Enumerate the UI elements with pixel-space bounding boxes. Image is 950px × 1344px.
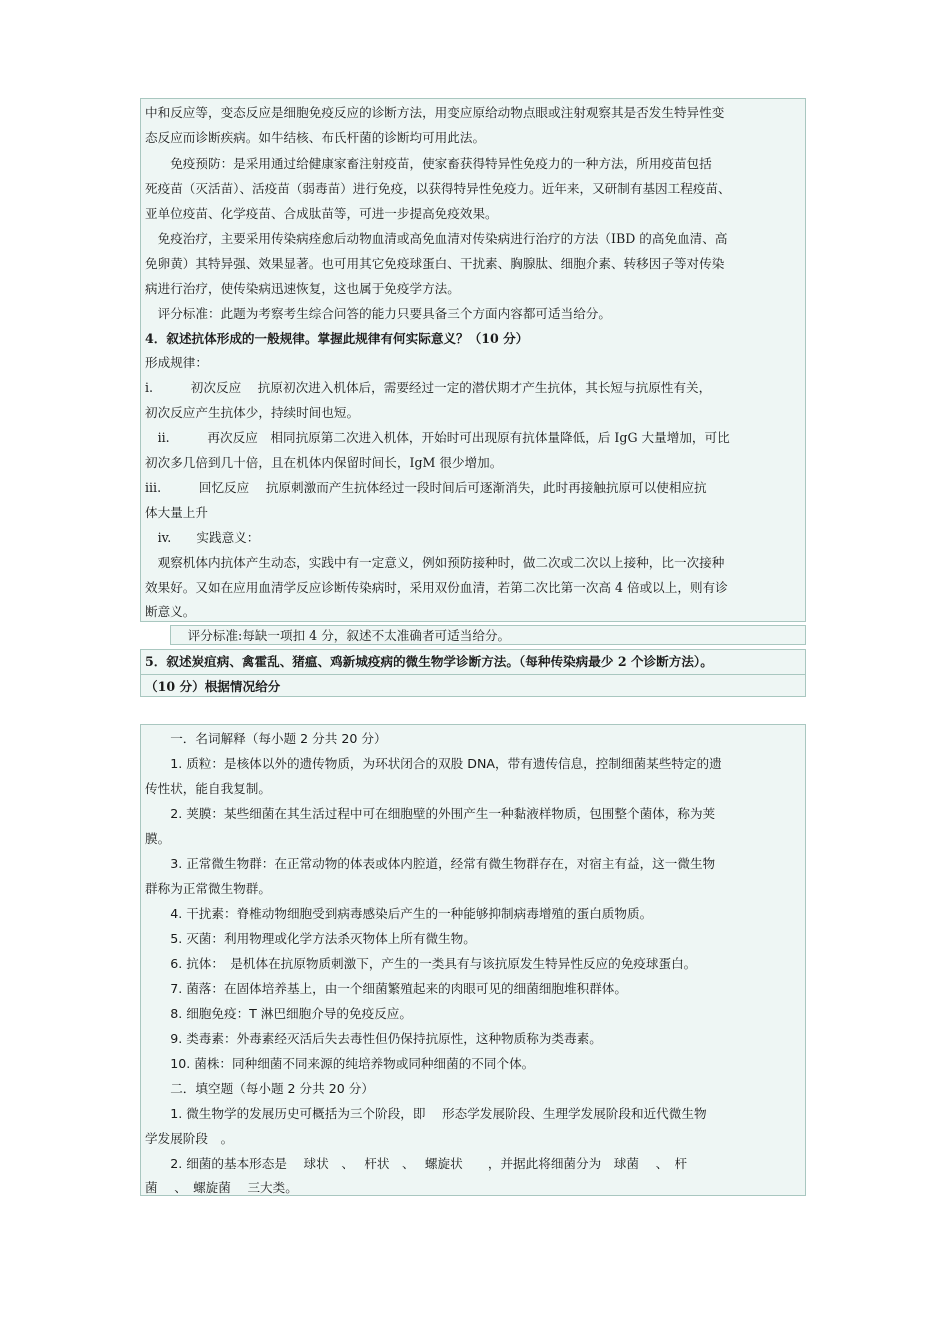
section-heading: 二．填空题（每小题 2 分共 20 分） <box>145 1081 374 1096</box>
text-line: ii. 再次反应 相同抗原第二次进入机体，开始时可出现原有抗体量降低，后 IgG 大量增加，可比 <box>145 430 730 445</box>
question-5-box <box>140 649 806 697</box>
text-line: iv. 实践意义： <box>145 530 260 545</box>
text-line: 观察机体内抗体产生动态，实践中有一定意义，例如预防接种时，做二次或二次以上接种，比一次接种 <box>145 555 725 570</box>
fill-blank-item: 2. 细菌的基本形态是 球状 、 杆状 、 螺旋状 ，并据此将细菌分为 球菌 、 杆 <box>145 1156 688 1171</box>
definition-item: 4. 干扰素：脊椎动物细胞受到病毒感染后产生的一种能够抑制病毒增殖的蛋白质物质。 <box>145 906 653 921</box>
definition-item: 2. 荚膜：某些细菌在其生活过程中可在细胞壁的外围产生一种黏液样物质，包围整个菌体，称为荚 <box>145 806 716 821</box>
text-line: 态反应而诊断疾病。如牛结核、布氏杆菌的诊断均可用此法。 <box>145 130 486 145</box>
definition-item: 6. 抗体： 是机体在抗原物质刺激下，产生的一类具有与该抗原发生特异性反应的免疫球蛋白。 <box>145 956 697 971</box>
text-line: 学发展阶段 。 <box>145 1131 234 1146</box>
text-line: 效果好。又如在应用血清学反应诊断传染病时，采用双份血清，若第二次比第一次高 4 倍或以上，则有诊 <box>145 580 728 595</box>
text-line: 免卵黄）其特异强、效果显著。也可用其它免疫球蛋白、干扰素、胸腺肽、细胞介素、转移因子等对传染 <box>145 256 725 271</box>
text-line: 群称为正常微生物群。 <box>145 881 271 896</box>
answer-block-microbiology <box>140 724 806 1196</box>
definition-item: 1. 质粒：是核体以外的遗传物质，为环状闭合的双股 DNA，带有遗传信息，控制细菌某些特定的遗 <box>145 756 722 771</box>
text-line: 菌 、 螺旋菌 三大类。 <box>145 1180 298 1195</box>
text-line: 膜。 <box>145 831 171 846</box>
scoring-note: 评分标准:每缺一项扣 4 分，叙述不太准确者可适当给分。 <box>175 628 511 643</box>
definition-item: 5. 灭菌：利用物理或化学方法杀灭物体上所有微生物。 <box>145 931 476 946</box>
text-line: 亚单位疫苗、化学疫苗、合成肽苗等，可进一步提高免疫效果。 <box>145 206 498 221</box>
text-line: 传性状，能自我复制。 <box>145 781 271 796</box>
fill-blank-item: 1. 微生物学的发展历史可概括为三个阶段，即 形态学发展阶段、生理学发展阶段和近代微生物 <box>145 1106 707 1121</box>
definition-item: 7. 菌落：在固体培养基上，由一个细菌繁殖起来的肉眼可见的细菌细胞堆积群体。 <box>145 981 627 996</box>
section-heading: 一．名词解释（每小题 2 分共 20 分） <box>145 731 387 746</box>
scoring-note: 评分标准：此题为考察考生综合问答的能力只要具备三个方面内容都可适当给分。 <box>145 306 611 321</box>
text-line: 断意义。 <box>145 604 196 619</box>
text-line: i. 初次反应 抗原初次进入机体后，需要经过一定的潜伏期才产生抗体，其长短与抗原性有关， <box>145 380 712 395</box>
text-line: 中和反应等，变态反应是细胞免疫反应的诊断方法，用变应原给动物点眼或注射观察其是否发生特异性变 <box>145 105 725 120</box>
text-line: 初次反应产生抗体少，持续时间也短。 <box>145 405 360 420</box>
text-line: 形成规律： <box>145 355 208 370</box>
definition-item: 9. 类毒素：外毒素经灭活后失去毒性但仍保持抗原性，这种物质称为类毒素。 <box>145 1031 602 1046</box>
divider <box>141 674 805 675</box>
scoring-note-box <box>170 625 806 645</box>
answer-block-immunology <box>140 98 806 622</box>
question-4-heading: 4．叙述抗体形成的一般规律。掌握此规律有何实际意义？（10 分） <box>145 331 529 346</box>
text-line: 免疫治疗，主要采用传染病痊愈后动物血清或高免血清对传染病进行治疗的方法（IBD 的高免血清、高 <box>145 231 728 246</box>
text-line: 病进行治疗，使传染病迅速恢复，这也属于免疫学方法。 <box>145 281 460 296</box>
text-line: iii. 回忆反应 抗原刺激而产生抗体经过一段时间后可逐渐消失，此时再接触抗原可以使相应抗 <box>145 480 707 495</box>
text-line: 免疫预防：是采用通过给健康家畜注射疫苗，使家畜获得特异性免疫力的一种方法，所用疫苗包括 <box>145 156 712 171</box>
text-line: 初次多几倍到几十倍，且在机体内保留时间长，IgM 很少增加。 <box>145 455 503 470</box>
definition-item: 10. 菌株：同种细菌不同来源的纯培养物或同种细菌的不同个体。 <box>145 1056 535 1071</box>
text-line: 体大量上升 <box>145 505 208 520</box>
question-5-heading: 5．叙述炭疽病、禽霍乱、猪瘟、鸡新城疫病的微生物学诊断方法。（每种传染病最少 2 个诊断方法）。 <box>145 654 713 669</box>
text-line: 死疫苗（灭活苗）、活疫苗（弱毒苗）进行免疫，以获得特异性免疫力。近年来，又研制有基因工程疫苗、 <box>145 181 731 196</box>
definition-item: 8. 细胞免疫：T 淋巴细胞介导的免疫反应。 <box>145 1006 412 1021</box>
question-5-score: （10 分）根据情况给分 <box>145 679 281 694</box>
definition-item: 3. 正常微生物群：在正常动物的体表或体内腔道，经常有微生物群存在，对宿主有益，这一微生物 <box>145 856 716 871</box>
